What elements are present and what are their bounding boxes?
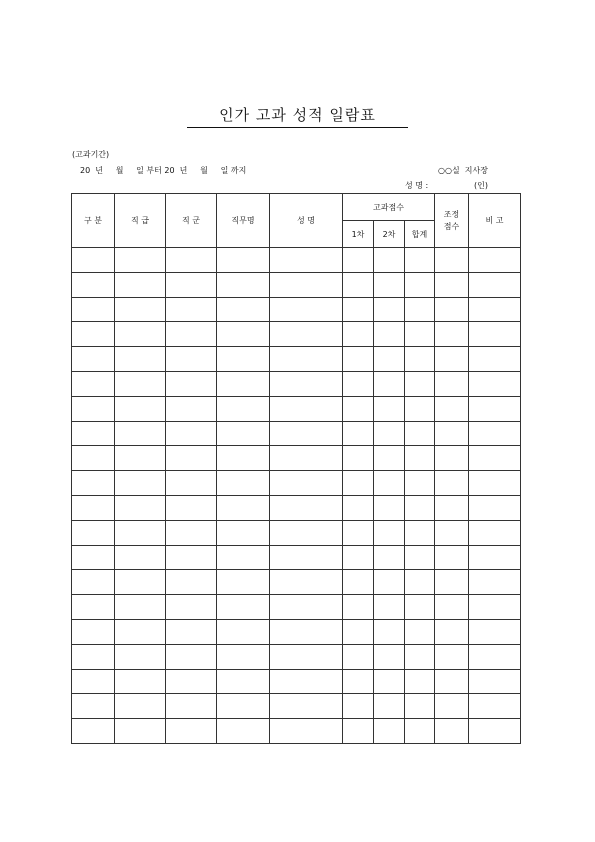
table-cell [374, 272, 405, 297]
table-cell [166, 619, 217, 644]
table-cell [115, 396, 166, 421]
table-cell [374, 644, 405, 669]
table-cell [270, 446, 343, 471]
table-cell [72, 619, 115, 644]
table-row [72, 669, 521, 694]
header-category: 구 분 [72, 194, 115, 248]
table-cell [115, 595, 166, 620]
table-cell [166, 595, 217, 620]
header-adjusted-score [435, 194, 469, 248]
table-cell [270, 619, 343, 644]
table-cell [115, 347, 166, 372]
table-cell [166, 347, 217, 372]
table-cell [72, 297, 115, 322]
header-group: 직 군 [166, 194, 217, 248]
table-cell [217, 371, 270, 396]
table-cell [343, 248, 374, 273]
table-cell [405, 297, 435, 322]
header-adjusted-line2: 점수 [443, 221, 460, 231]
table-cell [115, 495, 166, 520]
table-row [72, 248, 521, 273]
table-cell [72, 272, 115, 297]
table-cell [343, 347, 374, 372]
table-cell [435, 595, 469, 620]
table-cell [374, 595, 405, 620]
table-cell [115, 248, 166, 273]
table-cell [343, 545, 374, 570]
table-cell [166, 694, 217, 719]
table-cell [72, 471, 115, 496]
table-cell [469, 719, 521, 744]
table-cell [374, 322, 405, 347]
table-cell [343, 520, 374, 545]
table-cell [435, 520, 469, 545]
header-second: 2차 [374, 221, 405, 248]
table-cell [115, 272, 166, 297]
office-text: ○○실 지사장 [438, 166, 488, 175]
header-remarks: 비 고 [469, 194, 521, 248]
table-body [72, 248, 521, 744]
table-cell [405, 619, 435, 644]
table-cell [435, 421, 469, 446]
header-position: 직무명 [217, 194, 270, 248]
table-cell [270, 471, 343, 496]
table-row [72, 545, 521, 570]
table-cell [374, 446, 405, 471]
table-cell [469, 421, 521, 446]
table-cell [435, 371, 469, 396]
table-cell [270, 570, 343, 595]
table-row [72, 297, 521, 322]
table-cell [166, 421, 217, 446]
table-cell [343, 669, 374, 694]
table-cell [343, 495, 374, 520]
table-cell [374, 619, 405, 644]
table-cell [435, 719, 469, 744]
table-cell [270, 396, 343, 421]
table-cell [343, 272, 374, 297]
table-cell [72, 322, 115, 347]
table-row [72, 371, 521, 396]
table-cell [435, 545, 469, 570]
table-row [72, 595, 521, 620]
table-cell [469, 595, 521, 620]
table-cell [166, 322, 217, 347]
table-cell [374, 545, 405, 570]
table-cell [72, 669, 115, 694]
table-cell [435, 471, 469, 496]
table-cell [343, 471, 374, 496]
table-cell [166, 669, 217, 694]
table-cell [72, 248, 115, 273]
table-cell [343, 421, 374, 446]
table-cell [435, 396, 469, 421]
table-cell [469, 545, 521, 570]
table-cell [217, 669, 270, 694]
table-row [72, 495, 521, 520]
table-cell [166, 248, 217, 273]
period-text: 20 년 월 일 부터 20 년 월 일 까지 [80, 166, 247, 175]
table-cell [469, 669, 521, 694]
table-cell [72, 396, 115, 421]
table-cell [217, 619, 270, 644]
table-cell [115, 322, 166, 347]
table-cell [217, 347, 270, 372]
header-grade: 직 급 [115, 194, 166, 248]
table-cell [405, 347, 435, 372]
table-cell [469, 347, 521, 372]
table-cell [405, 396, 435, 421]
table-cell [469, 570, 521, 595]
table-cell [217, 297, 270, 322]
table-cell [115, 421, 166, 446]
table-cell [343, 619, 374, 644]
table-cell [115, 545, 166, 570]
header-name: 성 명 [270, 194, 343, 248]
table-cell [343, 644, 374, 669]
table-cell [435, 347, 469, 372]
table-cell [469, 446, 521, 471]
table-cell [115, 719, 166, 744]
table-cell [166, 446, 217, 471]
header-adjusted-line1: 조정 [443, 209, 460, 219]
table-cell [405, 248, 435, 273]
table-cell [405, 669, 435, 694]
table-cell [270, 520, 343, 545]
score-table [71, 193, 521, 744]
table-cell [343, 322, 374, 347]
table-cell [435, 619, 469, 644]
table-cell [217, 520, 270, 545]
table-cell [270, 595, 343, 620]
table-row [72, 694, 521, 719]
table-cell [72, 595, 115, 620]
table-cell [405, 272, 435, 297]
table-cell [72, 694, 115, 719]
table-cell [270, 421, 343, 446]
table-cell [343, 396, 374, 421]
table-cell [469, 322, 521, 347]
table-cell [72, 545, 115, 570]
table-cell [374, 396, 405, 421]
table-cell [469, 248, 521, 273]
table-cell [343, 694, 374, 719]
table-cell [343, 371, 374, 396]
table-cell [166, 272, 217, 297]
table-cell [270, 495, 343, 520]
table-cell [166, 545, 217, 570]
table-cell [405, 595, 435, 620]
table-cell [217, 396, 270, 421]
table-cell [374, 520, 405, 545]
table-cell [374, 248, 405, 273]
table-cell [435, 644, 469, 669]
table-cell [374, 495, 405, 520]
table-cell [217, 471, 270, 496]
table-cell [270, 719, 343, 744]
table-cell [435, 248, 469, 273]
table-row [72, 272, 521, 297]
table-cell [166, 520, 217, 545]
table-cell [115, 471, 166, 496]
table-cell [270, 644, 343, 669]
table-cell [374, 421, 405, 446]
table-cell [374, 694, 405, 719]
table-cell [115, 446, 166, 471]
table-cell [115, 694, 166, 719]
table-cell [469, 495, 521, 520]
table-row [72, 322, 521, 347]
table-cell [374, 471, 405, 496]
table-cell [270, 371, 343, 396]
table-cell [405, 719, 435, 744]
table-cell [166, 570, 217, 595]
table-row [72, 520, 521, 545]
table-row [72, 347, 521, 372]
period-label: (고과기간) [72, 150, 110, 159]
table-row [72, 471, 521, 496]
table-row [72, 421, 521, 446]
header-first: 1차 [343, 221, 374, 248]
table-cell [469, 694, 521, 719]
table-cell [72, 644, 115, 669]
table-row [72, 719, 521, 744]
table-cell [217, 719, 270, 744]
table-cell [343, 719, 374, 744]
table-row [72, 619, 521, 644]
table-cell [217, 545, 270, 570]
table-cell [217, 694, 270, 719]
table-cell [166, 297, 217, 322]
table-cell [115, 297, 166, 322]
table-cell [270, 272, 343, 297]
table-cell [435, 495, 469, 520]
table-cell [374, 347, 405, 372]
table-cell [217, 644, 270, 669]
table-cell [435, 669, 469, 694]
table-cell [405, 446, 435, 471]
header-score-group: 고과점수 [343, 194, 435, 221]
table-cell [405, 644, 435, 669]
table-row [72, 446, 521, 471]
table-cell [115, 371, 166, 396]
table-cell [374, 669, 405, 694]
table-cell [469, 297, 521, 322]
table-cell [166, 371, 217, 396]
table-cell [270, 669, 343, 694]
table-cell [72, 495, 115, 520]
table-cell [343, 446, 374, 471]
table-cell [217, 595, 270, 620]
table-cell [374, 719, 405, 744]
table-cell [115, 570, 166, 595]
table-cell [217, 421, 270, 446]
table-cell [343, 297, 374, 322]
table-cell [166, 471, 217, 496]
table-cell [435, 297, 469, 322]
table-cell [115, 669, 166, 694]
table-cell [405, 545, 435, 570]
table-cell [270, 347, 343, 372]
table-row [72, 396, 521, 421]
table-cell [405, 322, 435, 347]
table-cell [469, 471, 521, 496]
table-cell [469, 371, 521, 396]
table-cell [374, 570, 405, 595]
document-title: 인가 고과 성적 일람표 [219, 106, 376, 124]
table-cell [469, 272, 521, 297]
table-cell [72, 446, 115, 471]
table-cell [166, 495, 217, 520]
table-cell [115, 644, 166, 669]
table-cell [469, 396, 521, 421]
table-cell [405, 421, 435, 446]
table-cell [166, 396, 217, 421]
table-cell [270, 545, 343, 570]
table-cell [217, 272, 270, 297]
table-cell [405, 570, 435, 595]
table-cell [435, 694, 469, 719]
signer-text: 성 명 : (인) [405, 181, 488, 190]
table-cell [115, 619, 166, 644]
table-cell [217, 570, 270, 595]
table-cell [72, 570, 115, 595]
table-cell [217, 322, 270, 347]
table-cell [374, 371, 405, 396]
table-cell [343, 570, 374, 595]
table-cell [405, 495, 435, 520]
table-cell [270, 694, 343, 719]
table-cell [343, 595, 374, 620]
header-total: 합계 [405, 221, 435, 248]
table-cell [270, 297, 343, 322]
table-cell [374, 297, 405, 322]
table-cell [435, 570, 469, 595]
table-cell [72, 421, 115, 446]
table-cell [217, 446, 270, 471]
table-cell [72, 371, 115, 396]
table-cell [405, 471, 435, 496]
table-cell [166, 719, 217, 744]
table-cell [435, 322, 469, 347]
table-cell [405, 371, 435, 396]
table-cell [469, 644, 521, 669]
table-cell [469, 619, 521, 644]
table-cell [435, 446, 469, 471]
table-cell [435, 272, 469, 297]
table-cell [72, 719, 115, 744]
table-cell [217, 248, 270, 273]
table-cell [469, 520, 521, 545]
table-cell [270, 322, 343, 347]
table-row [72, 570, 521, 595]
table-cell [405, 694, 435, 719]
table-cell [405, 520, 435, 545]
table-row [72, 644, 521, 669]
table-cell [115, 520, 166, 545]
title-underline [187, 127, 408, 128]
table-cell [72, 520, 115, 545]
table-cell [166, 644, 217, 669]
table-cell [217, 495, 270, 520]
table-cell [270, 248, 343, 273]
table-cell [72, 347, 115, 372]
